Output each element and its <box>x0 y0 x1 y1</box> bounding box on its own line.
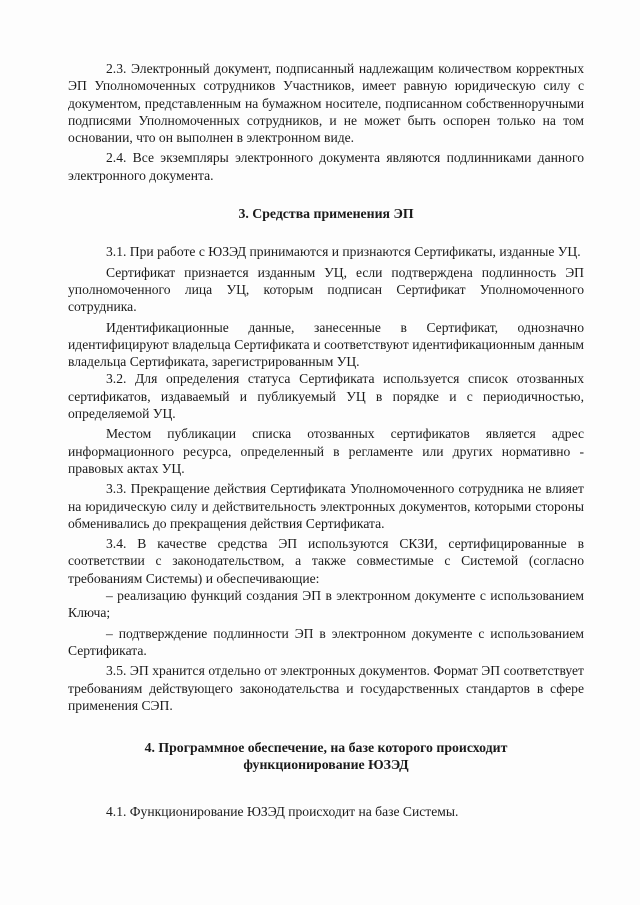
paragraph-3-5: 3.5. ЭП хранится отдельно от электронных документов. Формат ЭП соответствует требованиям действующего законодательства и государственных стандартов в сфере применения СЭП. <box>68 663 584 713</box>
section-4-title <box>68 739 584 774</box>
paragraph-3-1-c: Идентификационные данные, занесенные в Сертификат, однозначно идентифицируют владельца Сертификата и соответствуют идентификационным данным владельца Сертификата, зарегистрированным УЦ. <box>68 319 584 370</box>
list-item-signature-verification: – подтверждение подлинности ЭП в электронном документе с использованием Сертификата. <box>68 625 584 658</box>
paragraph-3-2: 3.2. Для определения статуса Сертификата используется список отозванных сертификатов, издаваемый и публикуемый УЦ в порядке и с периодичностью, определяемой УЦ. <box>68 371 584 422</box>
paragraph-3-4: 3.4. В качестве средства ЭП используются СКЗИ, сертифицированные в соответствии с законодательством, а также совместимые с Системой (согласно требованиям Системы) и обеспечивающие: <box>68 536 584 586</box>
paragraph-3-1: 3.1. При работе с ЮЗЭД принимаются и признаются Сертификаты, изданные УЦ. <box>106 244 581 260</box>
paragraph-2-3: 2.3. Электронный документ, подписанный надлежащим количеством корректных ЭП Уполномоченных сотрудников Участников, имеет равную юридическую силу с документом, представленным на бумажном носителе, подписанном собственноручными подписями Уполномоченных сотрудников, и не может быть оспорен только на том основании, что он выполнен в электронном виде. <box>68 61 584 146</box>
section-4-title-line-1: 4. Программное обеспечение, на базе которого происходит <box>144 740 508 756</box>
paragraph-2-4: 2.4. Все экземпляры электронного документа являются подлинниками данного электронного документа. <box>68 150 584 183</box>
paragraph-3-1-b: Сертификат признается изданным УЦ, если подтверждена подлинность ЭП уполномоченного лица УЦ, которым подписан Сертификат Уполномоченного сотрудника. <box>68 264 584 315</box>
section-4-title-line-2: функционирование ЮЗЭД <box>243 757 409 773</box>
paragraph-3-3: 3.3. Прекращение действия Сертификата Уполномоченного сотрудника не влияет на юридическую силу и действительность электронных документов, которыми стороны обменивались до прекращения действия Сертификата. <box>68 481 584 531</box>
list-item-signature-creation: – реализацию функций создания ЭП в электронном документе с использованием Ключа; <box>68 588 584 621</box>
paragraph-3-2-b: Местом публикации списка отозванных сертификатов является адрес информационного ресурса, определенный в регламенте или других нормативно - правовых актах УЦ. <box>68 426 584 476</box>
paragraph-4-1: 4.1. Функционирование ЮЗЭД происходит на базе Системы. <box>106 803 459 819</box>
section-3-title: 3. Средства применения ЭП <box>238 206 414 222</box>
